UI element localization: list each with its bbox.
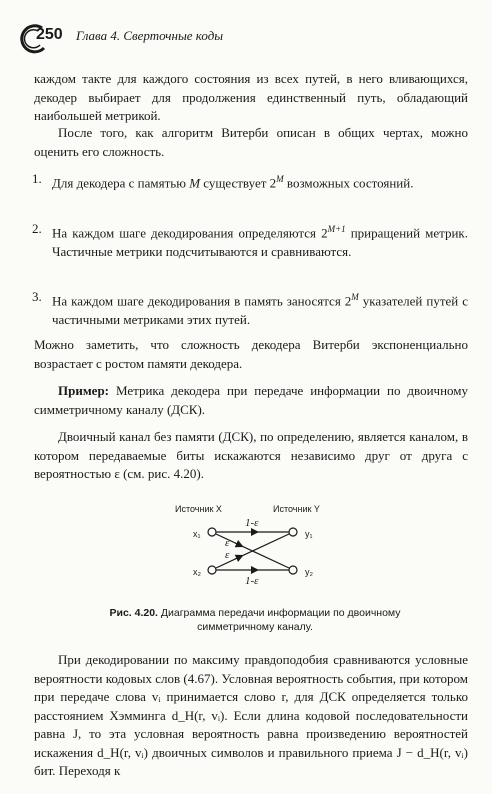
cross-probability-bottom: ε (225, 549, 230, 561)
page-number: 250 (36, 26, 63, 43)
paragraph-1: каждом такте для каждого состояния из всех путей, в него вливающихся, декодер выбирает для продолжения единственный путь, обладающий наибольшей метрикой. (34, 71, 468, 123)
cross-arrow-down (235, 543, 240, 545)
source-x-label: Источник X (175, 504, 222, 514)
example-text: Метрика декодера при передаче информации по двоичному симметричному каналу (ДСК). (34, 383, 468, 417)
list-item-1: 1. Для декодера с памятью M существует $2^M$ возможных состояний. (32, 171, 414, 191)
y1-node (289, 528, 297, 536)
page-header (14, 24, 484, 54)
list-number: 1. (32, 171, 42, 186)
y2-node (289, 566, 297, 574)
example-label: Пример: (58, 383, 110, 398)
paragraph-3: Можно заметить, что сложность декодера Витерби экспоненциально возрастает с ростом памяти декодера. (34, 337, 468, 371)
x2-node (208, 566, 216, 574)
caption-text: Диаграмма передачи информации по двоичному симметричному каналу. (157, 607, 401, 633)
figure-caption (80, 606, 430, 634)
list-number: 3. (32, 289, 42, 304)
top-probability: 1-ε (245, 517, 259, 529)
paragraph-2: После того, как алгоритм Витерби описан в общих чертах, можно оценить его сложность. (34, 125, 468, 159)
y1-label: y₁ (305, 529, 313, 539)
cross-arrow-up (235, 557, 240, 559)
paragraph-example (34, 382, 468, 419)
bottom-probability: 1-ε (245, 575, 259, 587)
list-item-3: 3. На каждом шаге декодирования в память заносятся $2^M$ указателей путей с частичными метриками этих путей. (32, 289, 468, 327)
list-number: 2. (32, 221, 42, 236)
source-y-label: Источник Y (273, 504, 320, 514)
caption-label: Рис. 4.20. (109, 607, 158, 619)
x2-label: x₂ (193, 567, 201, 577)
bsc-diagram (165, 502, 365, 588)
list-item-2: 2. На каждом шаге декодирования определяются $2^{M+1}$ приращений метрик. Частичные метрики подсчитываются и сравниваются. (32, 221, 468, 259)
x1-node (208, 528, 216, 536)
x1-label: x₁ (193, 529, 201, 539)
chapter-title: Глава 4. Сверточные коды (76, 28, 224, 43)
paragraph-5: При декодировании по максиму правдоподобия сравниваются условные вероятности кодовых слов (4.67). Условная вероятность события, при котором при передаче слова vᵢ принимается слово r, для ДСК определяется только расстоянием Хэмминга d_H(r, vᵢ). Если длина кодовой последовательности равна J, то эта условная вероятность равна произведению вероятностей искажения d_H(r, vᵢ) двоичных символов и правильного приема J − d_H(r, vᵢ) бит. Переходя к (34, 652, 468, 778)
paragraph-4: Двоичный канал без памяти (ДСК), по определению, является каналом, в котором передаваемые биты искажаются независимо друг от друга с вероятностью ε (см. рис. 4.20). (34, 429, 468, 481)
cross-probability-top: ε (225, 537, 230, 549)
y2-label: y₂ (305, 567, 313, 577)
